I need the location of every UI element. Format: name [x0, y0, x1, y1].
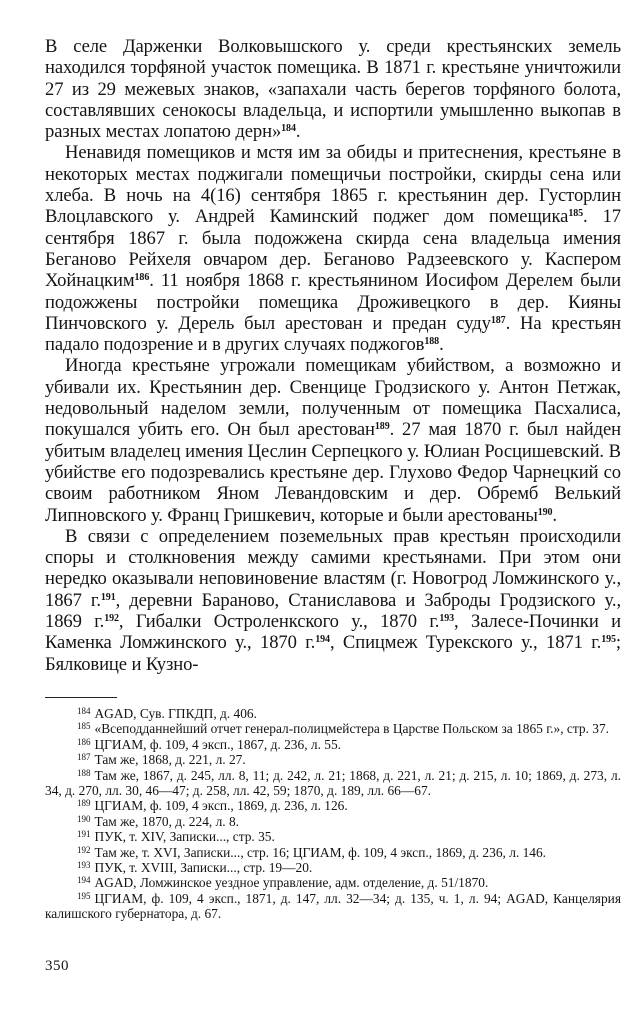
- footnote-text: Там же, 1867, д. 245, лл. 8, 11; д. 242, л. 21; 1868, д. 221, л. 21; д. 215, л. 10; 1869, д. 273, л. 34, д. 270, лл. 30, 46—47; д. 258, лл. 42, 59; 1870, д. 189, лл. 66—67.: [45, 767, 621, 798]
- footnote-number: 184: [77, 705, 91, 716]
- footnote-ref: 185: [568, 208, 584, 220]
- paragraph-2: [45, 142, 621, 355]
- footnote-195: [45, 891, 621, 922]
- text-run: .: [295, 121, 301, 143]
- footnote-number: 187: [77, 752, 91, 763]
- text-run: . 11 ноября 1868 г. крестьянином Иосифом Дерелем были подожжены постройки помещика Дроживецкого в дер. Кияны Пинчовского у. Дерель был арестован и предан суду: [45, 270, 621, 334]
- footnote-ref: 191: [100, 591, 116, 603]
- text-run: . На крестьян падало подозрение и в других случаях поджогов: [45, 312, 622, 356]
- page-body: [45, 36, 621, 922]
- footnote-number: 192: [77, 844, 91, 855]
- text-run: ; Бялковице и Кузно-: [45, 632, 621, 675]
- footnote-ref: 195: [601, 634, 616, 646]
- text-run: , деревни Бараново, Станиславова и Заброды Гродзиского у., 1869 г.: [45, 589, 621, 633]
- footnote-190: [45, 814, 621, 829]
- footnote-184: [45, 706, 621, 721]
- footnote-number: 186: [77, 736, 91, 747]
- footnote-185: [45, 721, 621, 736]
- footnote-193: [45, 860, 621, 875]
- text-run: В связи с определением поземельных прав крестьян происходили споры и столкновения между самими крестьянами. При этом они нередко оказывали неповиновение властям (г. Новогрод Ломжинского у., 1867 г.: [45, 525, 621, 611]
- text-run: , Залесе-Починки и Каменка Ломжинского у., 1870 г.: [45, 611, 621, 654]
- footnote-ref: 189: [374, 421, 390, 433]
- footnote-number: 188: [77, 767, 91, 778]
- text-run: . 27 мая 1870 г. был найден убитым владелец имения Цеслин Серпецкого у. Юлиан Росцишевский. В убийстве его подозревались крестьяне дер. Глухово Федор Чарнецкий со своим работником Яном Левандовским и дер. Обремб Велький Липновского у. Франц Гришкевич, которые и были арестованы: [45, 419, 621, 526]
- paragraph-1: [45, 36, 621, 142]
- footnote-text: ЦГИАМ, ф. 109, 4 эксп., 1869, д. 236, л. 126.: [94, 798, 348, 814]
- footnote-text: Там же, 1870, д. 224, л. 8.: [94, 813, 240, 829]
- footnote-187: [45, 752, 621, 767]
- footnote-ref: 184: [281, 123, 296, 135]
- footnote-number: 191: [77, 829, 91, 840]
- footnote-192: [45, 845, 621, 860]
- text-run: , Спицмеж Турекского у., 1871 г.: [329, 632, 602, 654]
- footnote-number: 195: [77, 890, 91, 901]
- footnote-text: ПУК, т. XIV, Записки..., стр. 35.: [94, 829, 275, 845]
- footnote-text: ЦГИАМ, ф. 109, 4 эксп., 1867, д. 236, л. 55.: [94, 736, 342, 752]
- footnote-text: AGAD, Сув. ГПКДП, д. 406.: [94, 705, 257, 721]
- footnote-number: 193: [77, 859, 91, 870]
- footnote-text: «Всеподданнейший отчет генерал-полицмейстера в Царстве Польском за 1865 г.», стр. 37.: [94, 721, 610, 737]
- footnote-186: [45, 737, 621, 752]
- text-run: В селе Дарженки Волковышского у. среди крестьянских земель находился торфяной участок помещика. В 1871 г. крестьяне уничтожили 27 из 29 межевых знаков, «запахали часть берегов торфяного болота, составлявших сенокосы владельца, и испортили умышленно выкопав в разных местах лопатою дерн»: [45, 36, 621, 143]
- text-run: Иногда крестьяне угрожали помещикам убийством, а возможно и убивали их. Крестьянин дер. Свенцице Гродзиского у. Антон Петжак, недовольный наделом земли, полученным от помещика Пасхалиса, покушался убить его. Он был арестован: [45, 355, 621, 441]
- footnote-ref: 192: [104, 613, 119, 625]
- footnote-number: 185: [77, 721, 91, 732]
- text-run: Ненавидя помещиков и мстя им за обиды и притеснения, крестьяне в некоторых местах поджигали помещичьи постройки, скирды сена или хлеба. В ночь на 4(16) сентября 1865 г. крестьянин дер. Густорлин Влоцлавского у. Андрей Каминский поджег дом помещика: [45, 142, 621, 228]
- footnote-ref: 186: [134, 272, 150, 284]
- footnote-188: [45, 768, 621, 799]
- footnote-text: ЦГИАМ, ф. 109, 4 эксп., 1871, д. 147, лл. 32—34; д. 135, ч. 1, л. 94; AGAD, Канцелярия калишского губернатора, д. 67.: [45, 890, 621, 922]
- footnote-ref: 188: [424, 336, 440, 348]
- page-number: 350: [45, 958, 69, 974]
- footnote-number: 190: [77, 813, 91, 824]
- footnote-ref: 193: [439, 613, 455, 625]
- text-run: , Гибалки Остроленкского у., 1870 г.: [118, 611, 440, 633]
- footnotes: [45, 706, 621, 922]
- footnote-text: Там же, 1868, д. 221, л. 27.: [94, 752, 246, 768]
- footnote-191: [45, 829, 621, 844]
- main-text: [45, 36, 621, 675]
- footnote-ref: 190: [537, 506, 553, 518]
- footnote-ref: 194: [315, 634, 330, 646]
- footnote-text: AGAD, Ломжинское уездное управление, адм. отделение, д. 51/1870.: [94, 875, 489, 891]
- footnote-number: 194: [77, 875, 91, 886]
- footnote-number: 189: [77, 798, 91, 809]
- footnote-194: [45, 875, 621, 890]
- text-run: .: [552, 504, 557, 526]
- footnote-189: [45, 798, 621, 813]
- footnote-ref: 187: [490, 314, 506, 326]
- text-run: . 17 сентября 1867 г. была подожжена скирда сена владельца имения Беганово Рейхеля овчаром дер. Беганово Радзеевского у. Каспером Хойнацким: [45, 206, 621, 292]
- footnote-divider: [45, 697, 117, 698]
- paragraph-3: [45, 355, 621, 525]
- footnote-text: Там же, т. XVI, Записки..., стр. 16; ЦГИАМ, ф. 109, 4 эксп., 1869, д. 236, л. 146.: [94, 844, 547, 860]
- text-run: .: [439, 334, 444, 356]
- paragraph-4: [45, 526, 621, 675]
- footnote-text: ПУК, т. XVIII, Записки..., стр. 19—20.: [94, 859, 313, 875]
